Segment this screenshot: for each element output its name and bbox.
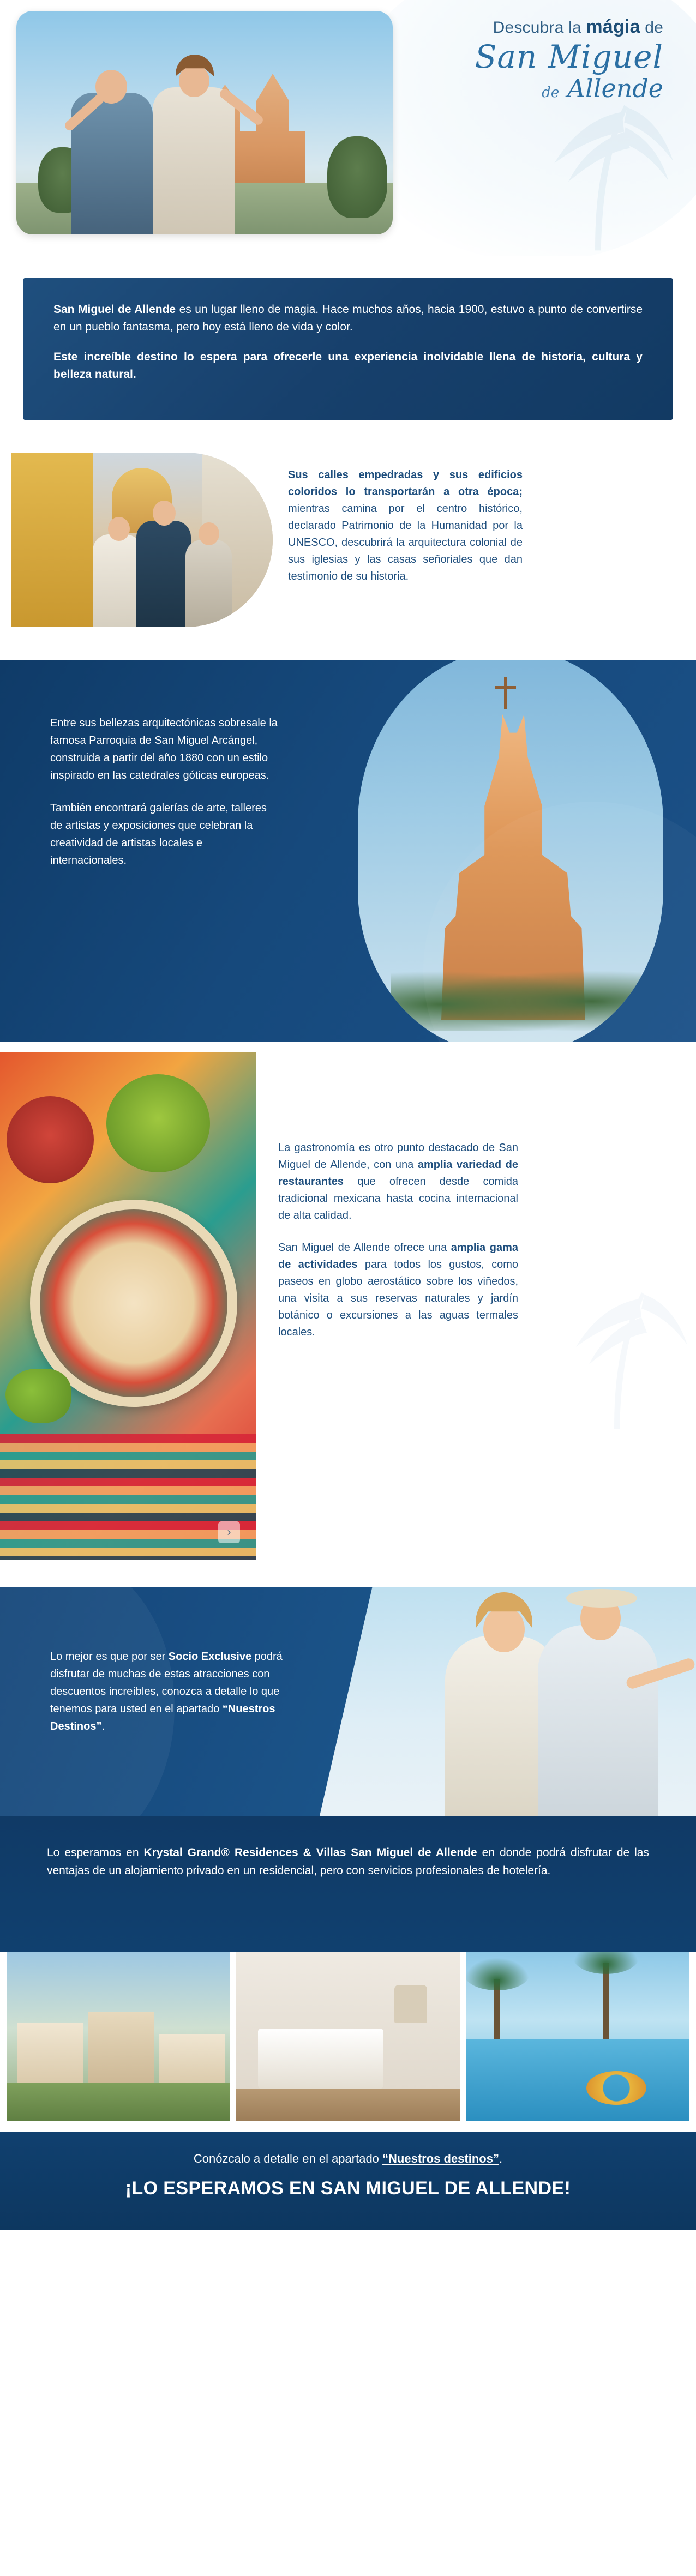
intro-section — [0, 256, 696, 442]
parroquia-text — [50, 714, 279, 884]
socio-sun-hat — [566, 1589, 637, 1608]
streets-person-2 — [136, 521, 191, 627]
gallery-floor — [236, 2089, 459, 2121]
streets-wall-left — [11, 453, 93, 627]
gastronomy-p1-a: La gastronomía es otro punto destacado de San Miguel de Allende, con una — [278, 1142, 518, 1171]
hero-photo — [16, 11, 393, 234]
socio-text-b: podrá disfrutar de muchas de estas atracciones con descuentos increíbles, conozca a detalle lo que tenemos para usted en el apartado — [50, 1651, 283, 1715]
krystal-text — [47, 1844, 649, 1880]
parroquia-paragraph-1: Entre sus bellezas arquitectónicas sobresale la famosa Parroquia de San Miguel Arcángel, construida a partir del año 1880 con un estilo inspirado en las catedrales góticas europeas. — [50, 717, 278, 781]
gastronomy-paragraph-1 — [278, 1140, 518, 1224]
streets-person-1 — [93, 534, 142, 627]
krystal-section — [0, 1816, 696, 1952]
parroquia-sky — [358, 660, 663, 1042]
footer-cta-a: Conózcalo a detalle en el apartado — [193, 2152, 383, 2165]
hero-couple — [55, 55, 284, 234]
socio-woman-2-body — [538, 1625, 658, 1816]
gallery-image-residences — [7, 1952, 230, 2121]
parroquia-section — [0, 660, 696, 1042]
hero-script-small: de — [542, 85, 560, 101]
footer-headline: ¡LO ESPERAMOS EN SAN MIGUEL DE ALLENDE! — [125, 2178, 571, 2199]
hero-tree-right — [327, 136, 387, 218]
gastronomy-p2-a: San Miguel de Allende ofrece una — [278, 1242, 451, 1254]
socio-text-bold-1: Socio Exclusive — [168, 1651, 252, 1663]
hero-kicker-bold: mágia — [586, 16, 640, 37]
palm-leaf-icon — [532, 1271, 696, 1434]
intro-paragraph-1 — [53, 301, 643, 335]
intro-box — [23, 278, 673, 420]
hero-section — [0, 0, 696, 256]
streets-family-group — [93, 510, 235, 627]
streets-section — [0, 442, 696, 660]
gastronomy-p1-bold: amplia variedad de restaurantes — [278, 1159, 519, 1188]
hero-title-block — [380, 16, 663, 101]
carousel-next-icon[interactable]: › — [218, 1521, 240, 1543]
streets-text-bold: Sus calles empedradas y sus edificios coloridos lo transportarán a otra época; — [288, 469, 523, 498]
gallery-palm-fronds-1 — [466, 1958, 530, 1990]
footer-cta-line — [0, 2152, 696, 2166]
gallery-image-pool — [466, 1952, 689, 2121]
gallery-building-1 — [17, 2023, 83, 2089]
hero-kicker-post: de — [640, 19, 663, 37]
gallery-pool-water — [466, 2039, 689, 2121]
gastronomy-photo — [0, 1052, 256, 1560]
gastronomy-p2-b: para todos los gustos, como paseos en globo aerostático sobre los viñedos, una visita a sus reservas naturales y jardín botánico o excursiones a las aguas termales locales. — [278, 1259, 518, 1338]
hero-person-woman — [153, 87, 235, 234]
gallery-building-2 — [88, 2012, 154, 2089]
footer-cta-link[interactable]: “Nuestros destinos” — [382, 2152, 499, 2165]
streets-text — [288, 467, 523, 585]
socio-text-bold-2: “Nuestros Destinos” — [50, 1703, 275, 1732]
parroquia-cathedral — [423, 714, 603, 1020]
gastronomy-section — [0, 1042, 696, 1587]
gallery-section — [0, 1952, 696, 2132]
hero-script-line2-wrap — [380, 76, 663, 101]
streets-head-3 — [199, 522, 219, 545]
intro-paragraph-2: Este increíble destino lo espera para ofrecerle una experiencia inolvidable llena de historia, cultura y belleza natural. — [53, 351, 643, 381]
cross-icon — [504, 677, 507, 709]
socio-section — [0, 1587, 696, 1816]
gastronomy-guacamole-bowl — [106, 1074, 210, 1172]
streets-photo — [11, 453, 273, 627]
gastronomy-text — [278, 1140, 518, 1356]
krystal-text-bold: Krystal Grand® Residences & Villas San Miguel de Allende — [143, 1846, 477, 1859]
gallery-building-3 — [159, 2034, 225, 2089]
footer-cta-b: . — [499, 2152, 503, 2165]
gallery-lawn — [7, 2083, 230, 2121]
hero-kicker-pre: Descubra la — [493, 19, 586, 37]
footer-section — [0, 2132, 696, 2230]
gallery-bed — [258, 2029, 383, 2089]
streets-head-2 — [153, 501, 176, 526]
gallery-image-bedroom — [236, 1952, 459, 2121]
socio-photo — [320, 1587, 696, 1816]
streets-person-3 — [185, 540, 232, 627]
gallery-lamp — [394, 1985, 427, 2023]
hero-script-line2: Allende — [567, 74, 663, 103]
hero-script-line1: San Miguel — [475, 38, 663, 75]
gallery-palm-fronds-2 — [573, 1952, 639, 1974]
parroquia-paragraph-2: También encontrará galerías de arte, talleres de artistas y exposiciones que celebran la creatividad de artistas locales e internacionales. — [50, 802, 267, 866]
palm-leaf-icon — [505, 82, 685, 256]
krystal-text-a: Lo esperamos en — [47, 1846, 144, 1859]
socio-text-c: . — [101, 1720, 105, 1732]
parroquia-photo — [358, 660, 663, 1042]
gastronomy-p2-bold: amplia gama de actividades — [278, 1242, 518, 1271]
gastronomy-salsa-bowl — [7, 1096, 94, 1183]
socio-woman-1-head — [483, 1606, 525, 1652]
intro-paragraph-1-bold: San Miguel de Allende — [53, 303, 176, 316]
gastronomy-p1-b: que ofrecen desde comida tradicional mexicana hasta cocina internacional de alta calidad. — [278, 1176, 518, 1221]
streets-head-1 — [108, 517, 130, 541]
gallery-pool-float — [586, 2071, 646, 2105]
gastronomy-chile — [5, 1369, 71, 1423]
streets-text-rest: mientras camina por el centro histórico, declarado Patrimonio de la Humanidad por la UNESCO, descubrirá la arquitectura colonial de sus iglesias y las casas señoriales que dan testimonio de su historia. — [288, 503, 523, 582]
socio-text-a: Lo mejor es que por ser — [50, 1651, 169, 1663]
intro-paragraph-1-rest: es un lugar lleno de magia. Hace muchos años, hacia 1900, estuvo a punto de convertirse en un pueblo fantasma, pero hoy está lleno de vida y color. — [53, 303, 643, 333]
hero-kicker — [380, 16, 663, 38]
parroquia-trees — [391, 965, 641, 1031]
gallery-palm-trunk-2 — [603, 1963, 609, 2045]
gastronomy-paragraph-2 — [278, 1239, 518, 1341]
krystal-text-b: en donde podrá disfrutar de las ventajas de un alojamiento privado en un residencial, pero con servicios profesionales de hotelería. — [47, 1846, 649, 1877]
socio-text — [50, 1648, 285, 1735]
